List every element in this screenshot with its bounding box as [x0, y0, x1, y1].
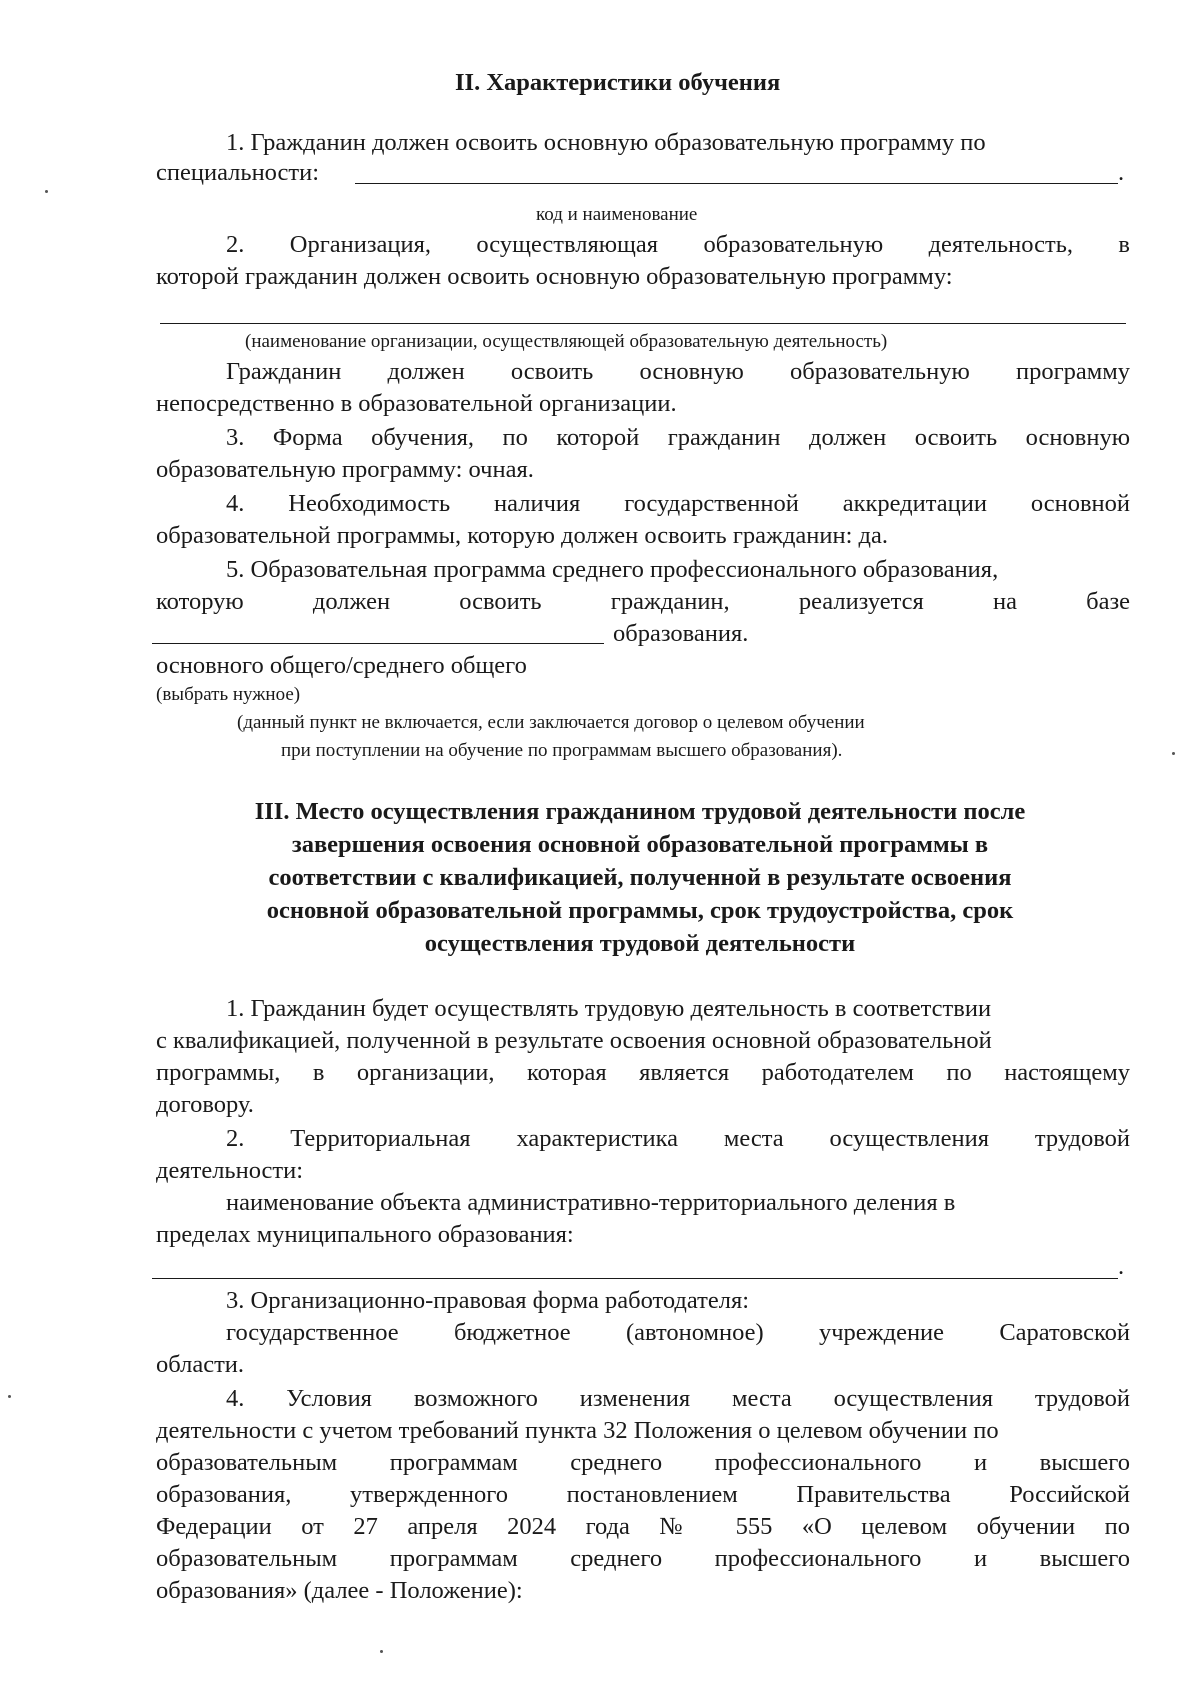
s3-item2-line2: деятельности:	[156, 1157, 304, 1184]
s3-item4-line1: 4. Условия возможного изменения места осуществления трудовой	[226, 1385, 1130, 1412]
s2-item5-line2: которую должен освоить гражданин, реализуется на базе	[156, 588, 1130, 615]
s2-item1-line1: 1. Гражданин должен освоить основную образовательную программу по	[226, 129, 986, 156]
s2-item5-remark-line2: при поступлении на обучение по программам высшего образования).	[281, 740, 843, 761]
scan-speck	[1172, 752, 1175, 755]
section-2-title: II. Характеристики обучения	[455, 69, 781, 96]
s2-item3-line1: 3. Форма обучения, по которой гражданин должен освоить основную	[226, 424, 1130, 451]
section-3-title-line: соответствии с квалификацией, полученной в результате освоения	[268, 864, 1012, 891]
territory-blank-line	[152, 1278, 1118, 1279]
s2-item4-line1: 4. Необходимость наличия государственной аккредитации основной	[226, 490, 1130, 517]
s2-item2-line1: 2. Организация, осуществляющая образовательную деятельность, в	[226, 231, 1130, 258]
s3-item4-line6: образовательным программам среднего профессионального и высшего	[156, 1545, 1130, 1572]
s2-item2-note-line2: непосредственно в образовательной организации.	[156, 390, 677, 417]
section-3-title-line: завершения освоения основной образовательной программы в	[291, 831, 989, 858]
s2-item5-options: основного общего/среднего общего	[156, 652, 527, 679]
s3-item2-line4: пределах муниципального образования:	[156, 1221, 574, 1248]
s2-item2-line2: которой гражданин должен освоить основную образовательную программу:	[156, 263, 953, 290]
s2-item5-line3-end: образования.	[613, 620, 749, 647]
s2-item1-line2-end: .	[1118, 159, 1125, 186]
s2-item5-line1: 5. Образовательная программа среднего профессионального образования,	[226, 556, 999, 583]
s3-item1-line2: с квалификацией, полученной в результате освоения основной образовательной	[156, 1027, 992, 1054]
section-3-title	[150, 795, 1130, 960]
s3-item4-line7: образования» (далее - Положение):	[156, 1577, 523, 1604]
s2-item5-choose-note: (выбрать нужное)	[156, 684, 301, 705]
organization-blank-line	[160, 323, 1126, 324]
s3-item2-line3: наименование объекта административно-территориального деления в	[226, 1189, 956, 1216]
s3-item2-line5-end: .	[1118, 1253, 1125, 1280]
s3-item2-line1: 2. Территориальная характеристика места осуществления трудовой	[226, 1125, 1130, 1152]
s3-item3-line2: государственное бюджетное (автономное) учреждение Саратовской	[226, 1319, 1130, 1346]
s3-item4-line3: образовательным программам среднего профессионального и высшего	[156, 1449, 1130, 1476]
section-3-title-line: основной образовательной программы, срок трудоустройства, срок	[266, 897, 1014, 924]
section-3-title-line: осуществления трудовой деятельности	[424, 930, 856, 957]
education-level-blank-line	[152, 643, 604, 644]
section-3-title-line: III. Место осуществления гражданином трудовой деятельности после	[254, 798, 1026, 825]
s3-item1-line1: 1. Гражданин будет осуществлять трудовую деятельность в соответствии	[226, 995, 992, 1022]
s3-item4-line5: Федерации от 27 апреля 2024 года № 555 «О целевом обучении по	[156, 1513, 1130, 1540]
scan-speck	[8, 1395, 11, 1398]
scan-speck	[45, 190, 48, 193]
s3-item4-line4: образования, утвержденного постановлением Правительства Российской	[156, 1481, 1130, 1508]
s2-item5-remark-line1: (данный пункт не включается, если заключается договор о целевом обучении	[237, 712, 865, 733]
s2-item1-caption: код и наименование	[536, 204, 698, 225]
s2-item4-line2: образовательной программы, которую должен освоить гражданин: да.	[156, 522, 889, 549]
s2-item1-line2-start: специальности:	[156, 159, 320, 186]
s3-item3-line3: области.	[156, 1351, 245, 1378]
s2-item3-line2: образовательную программу: очная.	[156, 456, 534, 483]
s3-item3-line1: 3. Организационно-правовая форма работодателя:	[226, 1287, 750, 1314]
specialty-blank-line	[355, 183, 1118, 184]
s2-item2-note-line1: Гражданин должен освоить основную образовательную программу	[226, 358, 1130, 385]
s3-item1-line4: договору.	[156, 1091, 254, 1118]
s3-item1-line3: программы, в организации, которая является работодателем по настоящему	[156, 1059, 1130, 1086]
s2-item2-caption: (наименование организации, осуществляющей образовательную деятельность)	[245, 331, 888, 352]
s3-item4-line2: деятельности с учетом требований пункта 32 Положения о целевом обучении по	[156, 1417, 999, 1444]
scan-speck	[380, 1650, 383, 1653]
